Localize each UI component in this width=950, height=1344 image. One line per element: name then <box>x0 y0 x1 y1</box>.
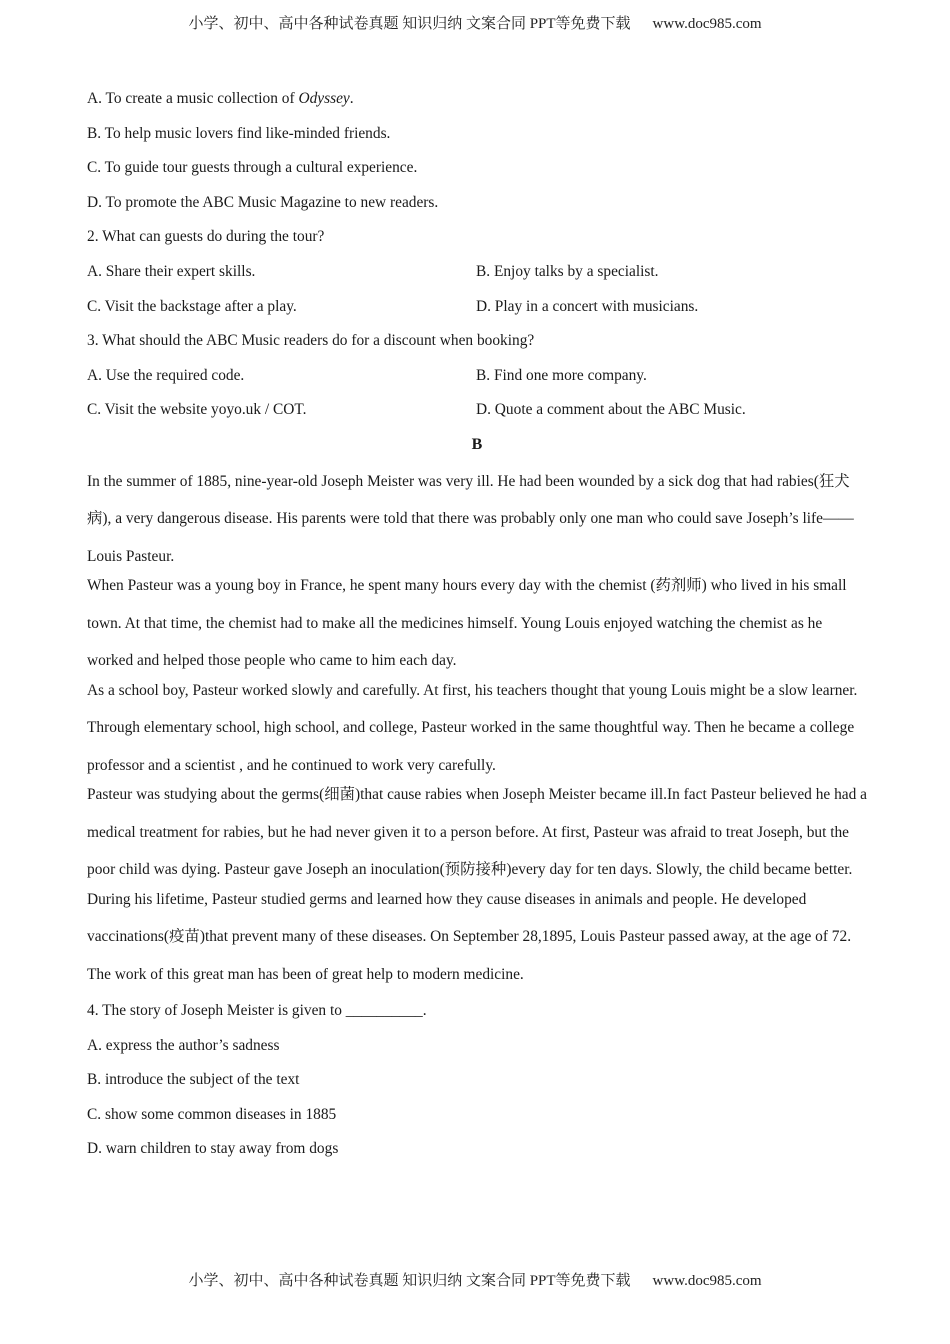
q3-options-row-2 <box>87 400 867 435</box>
q2-options-row-1 <box>87 262 867 297</box>
document-body <box>87 89 867 1174</box>
q3-option-b: B. Find one more company. <box>476 366 647 384</box>
q1-option-a-italic: Odyssey <box>298 90 350 107</box>
q4-option-d: D. warn children to stay away from dogs <box>87 1140 339 1158</box>
passage-paragraph-4: Pasteur was studying about the germs(细菌)that cause rabies when Joseph Meister became ill.In fact Pasteur believed he had a medical treatment for rabies, but he had never given it to a person before. At first, Pasteur was afraid to treat Joseph, but the poor child was dying. Pasteur gave Joseph an inoculation(预防接种)every day for ten days. Slowly, the child became better. <box>87 786 867 879</box>
header-text: 小学、初中、高中各种试卷真题 知识归纳 文案合同 PPT等免费下载 <box>188 16 631 32</box>
q2-question: 2. What can guests do during the tour? <box>87 228 325 246</box>
q4-option-b: B. introduce the subject of the text <box>87 1071 300 1089</box>
page-footer <box>0 1269 950 1290</box>
page-header <box>0 12 950 33</box>
q1-option-a-text: A. To create a music collection of <box>87 90 299 107</box>
section-title: B <box>471 435 483 453</box>
q1-option-a <box>87 89 867 124</box>
passage-paragraph-2: When Pasteur was a young boy in France, he spent many hours every day with the chemist (药剂师) who lived in his small town. At that time, the chemist had to make all the medicines himself. Young Louis enjoyed watching the chemist as he worked and helped those people who came to him each day. <box>87 577 847 670</box>
q3-option-a: A. Use the required code. <box>87 366 245 384</box>
q2-option-a: A. Share their expert skills. <box>87 262 256 280</box>
q2-option-d: D. Play in a concert with musicians. <box>476 297 699 315</box>
passage-paragraph-3: As a school boy, Pasteur worked slowly and carefully. At first, his teachers thought that young Louis might be a slow learner. Through elementary school, high school, and college, Pasteur worked in the same thoughtful way. Then he became a college professor and a scientist , and he continued to work very carefully. <box>87 681 858 774</box>
q1-option-d: D. To promote the ABC Music Magazine to new readers. <box>87 193 439 211</box>
passage-paragraph-5: During his lifetime, Pasteur studied germs and learned how they cause diseases in animals and people. He developed vaccinations(疫苗)that prevent many of these diseases. On September 28,1895, Louis Pasteur passed away, at the age of 72. The work of this great man has been of great help to modern medicine. <box>87 890 852 983</box>
q4-question: 4. The story of Joseph Meister is given to __________. <box>87 1001 427 1019</box>
q4-option-c: C. show some common diseases in 1885 <box>87 1105 337 1123</box>
q2-option-b: B. Enjoy talks by a specialist. <box>476 262 659 280</box>
q1-option-c: C. To guide tour guests through a cultural experience. <box>87 159 418 177</box>
q1-option-a-suffix: . <box>349 90 354 107</box>
q3-options-row-1 <box>87 366 867 401</box>
q2-option-c: C. Visit the backstage after a play. <box>87 297 297 315</box>
q3-option-c: C. Visit the website yoyo.uk / COT. <box>87 401 307 419</box>
q4-option-a: A. express the author’s sadness <box>87 1036 280 1054</box>
footer-text: 小学、初中、高中各种试卷真题 知识归纳 文案合同 PPT等免费下载 <box>188 1273 631 1289</box>
header-site-link[interactable]: www.doc985.com <box>652 16 762 32</box>
passage-paragraph-1: In the summer of 1885, nine-year-old Joseph Meister was very ill. He had been wounded by a sick dog that had rabies(狂犬病), a very dangerous disease. His parents were told that there was probably only one man who could save Joseph’s life——Louis Pasteur. <box>87 472 854 565</box>
q2-options-row-2 <box>87 297 867 332</box>
q3-question: 3. What should the ABC Music readers do for a discount when booking? <box>87 332 535 350</box>
footer-site-link[interactable]: www.doc985.com <box>652 1273 762 1289</box>
q3-option-d: D. Quote a comment about the ABC Music. <box>476 401 746 419</box>
q1-option-b: B. To help music lovers find like-minded friends. <box>87 124 391 142</box>
